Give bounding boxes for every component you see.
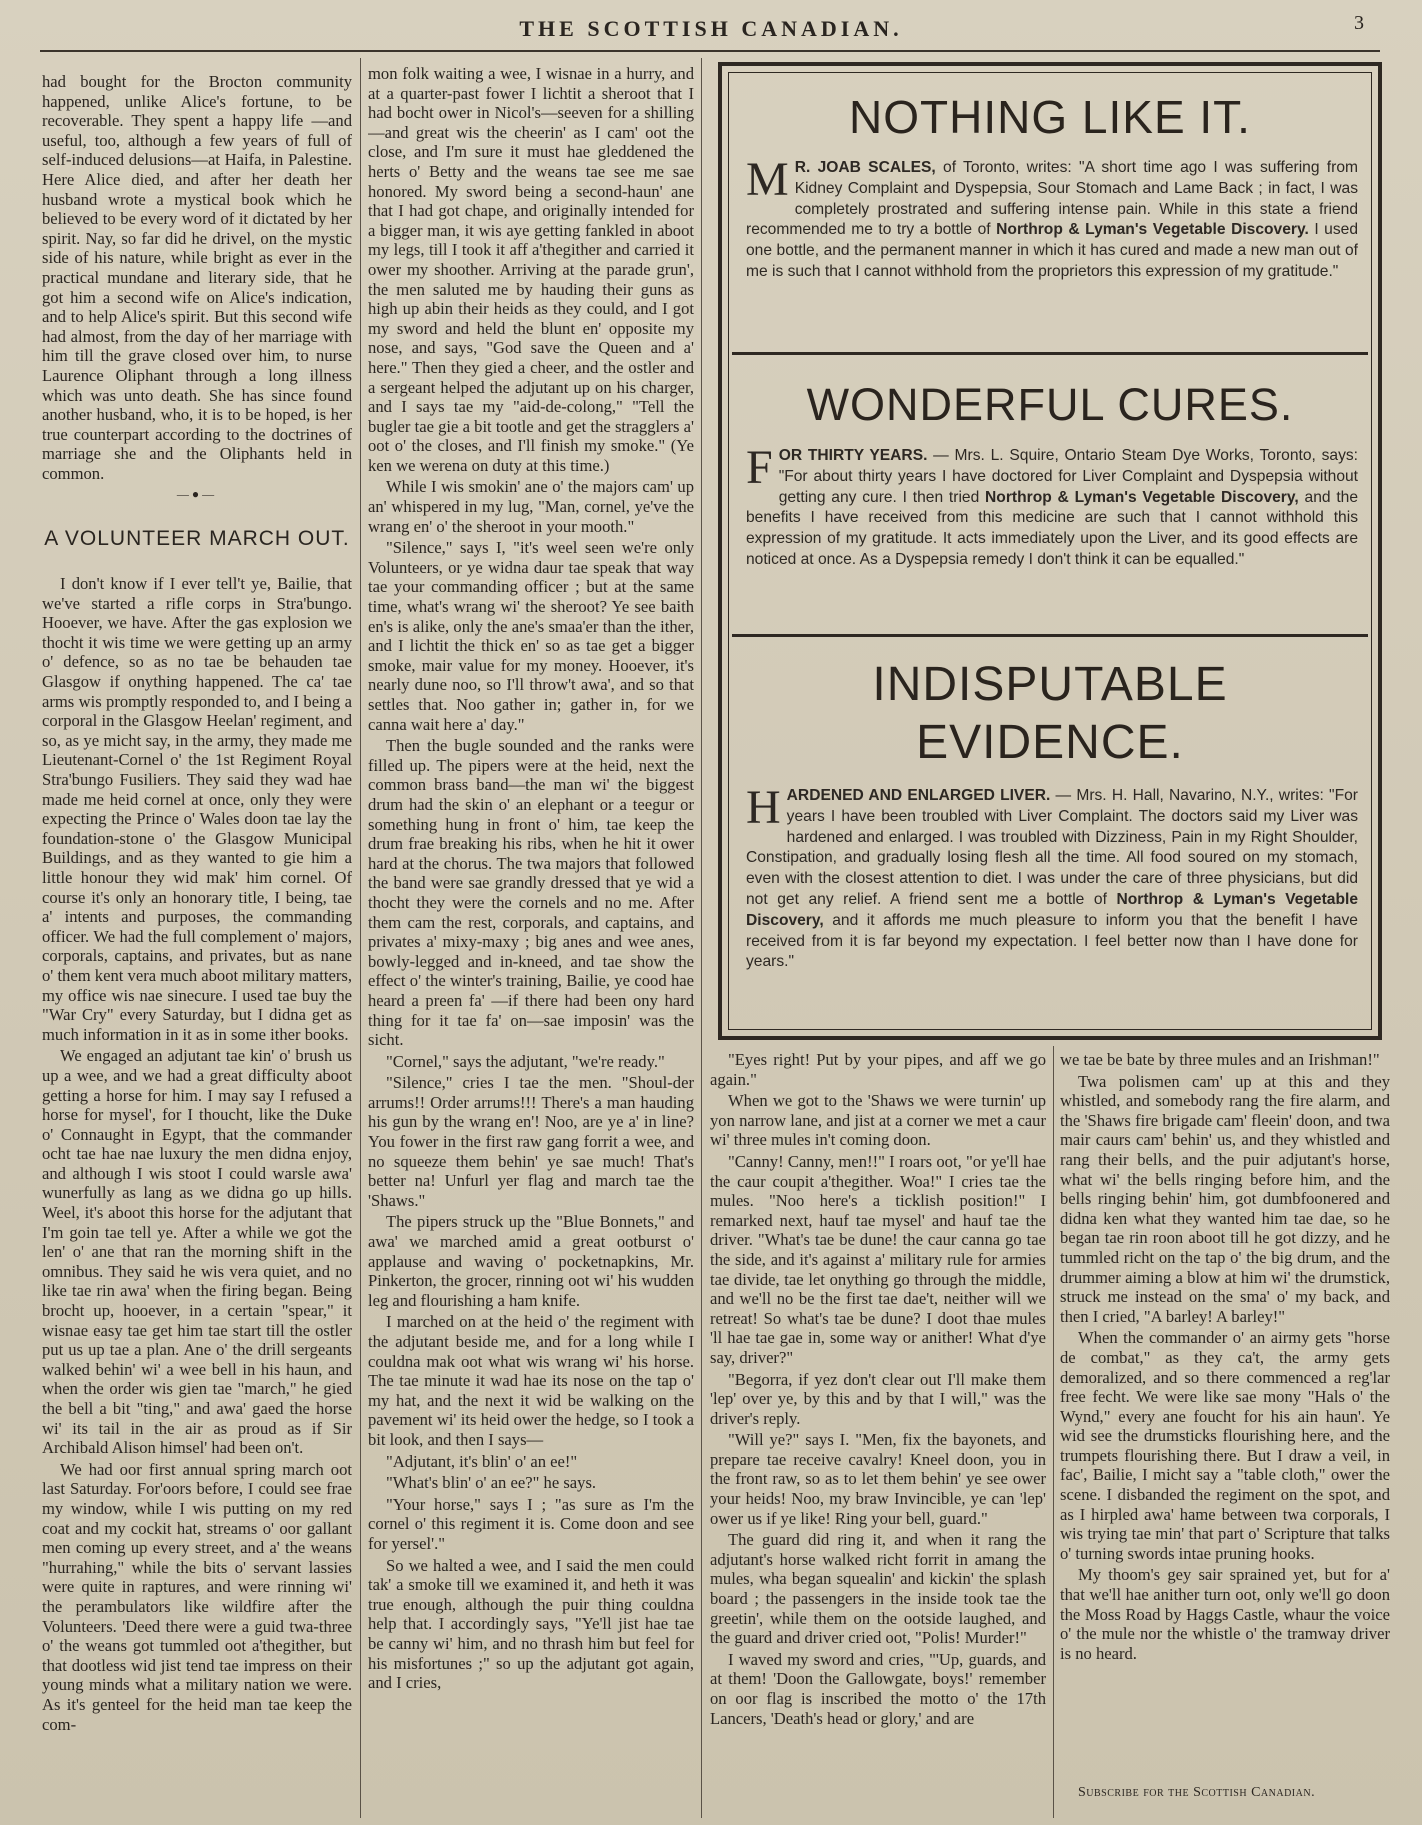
col2-paragraph: "Your horse," says I ; "as sure as I'm the cornel o' this regiment it is. Come doon and see for yersel'." — [368, 1494, 694, 1553]
ad-testimonial-1 — [746, 153, 1358, 283]
col3-paragraph: "Eyes right! Put by your pipes, and aff we go again." — [710, 1050, 1046, 1089]
col4-paragraph: we tae be bate by three mules and an Irishman!" — [1060, 1050, 1380, 1069]
col4-paragraph: When the commander o' an airmy gets "horse de combat," as they ca't, the army gets demoralized, and so there commenced a reg'lar free fecht. We were like sae mony "Hals o' the Wynd," every ane foucht for his ain haun'. Ye wid see the drumsticks flourishing here, and the trumpets flourishing there. But I draw a veil, in fac', Bailie, I micht say a "table cloth," ower the scene. I disbanded the regiment on the spot, and as I hirpled awa' hame between twa corporals, I wis trying tae min' that part o' Scripture that talks o' turning swords intae pruning hooks. — [1060, 1328, 1390, 1563]
ad-divider — [732, 634, 1368, 637]
testimonial-lead: ARDENED AND ENLARGED LIVER. — [786, 787, 1051, 804]
article-headline: A VOLUNTEER MARCH OUT. — [44, 527, 350, 551]
col2-paragraph: While I wis smokin' ane o' the majors cam' up an' whispered in my lug, "Man, cornel, ye've the wrang en' o' the sheroot in your mooth." — [368, 477, 694, 536]
col3-paragraph: The guard did ring it, and when it rang the adjutant's horse walked richt forrit in amang the mules, wha began squealin' and kickin' the splash board ; the passengers in the inside took tae the greetin', while them on the ootside laughed, and the guard and driver cried oot, "Polis! Murder!" — [710, 1530, 1046, 1648]
product-name: Northrop & Lyman's Vegetable Discovery. — [996, 221, 1309, 239]
col2-paragraph: So we halted a wee, and I said the men could tak' a smoke till we examined it, and heth it was true enough, although the puir thing couldna help that. I accordingly says, "Ye'll jist hae tae be canny wi' him, and no thrash him but feel for his misfortunes ;" so up the adjutant got again, and I cries, — [368, 1555, 694, 1693]
column-1 — [42, 72, 352, 1817]
testimonial-body: of Toronto, writes: "A short time ago I was suffering from Kidney Complaint and Dyspepsia, Sour Stomach and Lame Back ; in fact, I was completely prostrated and suffering intense pain. While in this state a friend recommended me to try a bottle of — [746, 159, 1358, 239]
ad-testimonial-3 — [746, 781, 1358, 973]
ad-headline-wonderful-cures: WONDERFUL CURES. — [806, 379, 1294, 430]
col2-paragraph: "Adjutant, it's blin' o' an ee!" — [386, 1451, 578, 1471]
column-divider — [701, 58, 702, 1818]
col2-paragraph: The pipers struck up the "Blue Bonnets," and awa' we marched amid a great ootburst o' applause and waving o' pocketnapkins, Mr. Pinkerton, the grocer, rinning oot wi' his wudden leg and flourishing a ham knife. — [368, 1212, 694, 1310]
col1-paragraph: We had oor first annual spring march oot last Saturday. For'oors before, I could see frae my window, while I wis putting on my red coat and my cockit hat, streams o' oor gallant men coming up every street, and a' the weans "hurrahing," while the bits o' servant lassies were quite in raptures, and were rinning wi' the perambulators like wildfire after the Volunteers. 'Deed there were a guid twa-three o' the weans got tummled oot a'thegither, but that dootless wid jist tend tae impress on their young minds what a military nation we were. As it's genteel for the heid man tae keep the com- — [42, 1459, 352, 1734]
col3-paragraph: "Will ye?" says I. "Men, fix the bayonets, and prepare tae receive cavalry! Kneel doon, you in the front raw, so as to let them behin' ye see ower your heids! Noo, my braw Invincible, ye can 'lep' ower us if ye like! Ring your bell, guard." — [710, 1430, 1046, 1528]
ad-headline-nothing-like-it: NOTHING LIKE IT. — [849, 91, 1251, 143]
col3-paragraph: When we got to the 'Shaws we were turnin' up yon narrow lane, and jist at a corner we met a caur wi' three mules in't coming doon. — [710, 1091, 1046, 1150]
ad-divider — [732, 352, 1368, 355]
column-divider — [360, 58, 361, 1818]
col2-paragraph: I marched on at the heid o' the regiment with the adjutant beside me, and for a long while I couldna mak oot what wis wrang wi' his horse. The tae minute it wad hae its nose on the tap o' my hat, and the next it wid be walking on the pavement wi' its heid ower the hedge, so I took a bit look, and then I says— — [368, 1312, 694, 1449]
col3-paragraph: "Begorra, if yez don't clear out I'll make them 'lep' over ye, by this and by that I will," was the driver's reply. — [710, 1369, 1046, 1428]
column-2 — [368, 64, 694, 1817]
column-divider — [1053, 1046, 1054, 1818]
column-3 — [710, 1050, 1046, 1820]
testimonial-body: — Mrs. H. Hall, Navarino, N.Y., writes: "For years I have been troubled with Liver Complaint. The doctors said my Liver was hardened and enlarged. I was troubled with Dizziness, Pain in my Right Shoulder, Constipation, and gradually losing flesh all the time. All food soured on my stomach, even with the closest attention to diet. I was under the care of three physicians, but did not get any relief. A friend sent me a bottle of — [746, 787, 1358, 908]
col1-intro: had bought for the Brocton community happened, unlike Alice's fortune, to be recoverable. They spent a happy life —and useful, too, although a few years of full of self-induced delusions—at Haifa, in Palestine. Here Alice died, and after her death her husband wrote a mystical book which he believed to be every word of it dictated by her spirit. Nay, so far did he drivel, on the mystic side of his nature, while bright as ever in the practical mundane and literary side, that he got him a second wife on Alice's indication, and to help Alice's spirit. But this second wife had almost, from the day of her marriage with him till the grave closed over him, to nurse Laurence Oliphant through a long illness which was unto death. She has since found another husband, who, it is to be hoped, is her true counterpart according to the doctrines of marriage she and the Oliphants held in common. — [42, 72, 352, 483]
testimonial-body: — Mrs. L. Squire, Ontario Steam Dye Works, Toronto, says: "For about thirty years I have doctored for Liver Complaint and Dyspepsia without getting any cure. I then tried — [778, 447, 1358, 506]
dropcap-letter: F — [746, 441, 773, 494]
col2-paragraph: "Silence," cries I tae the men. "Shoul-der arrums!! Order arrums!!! There's a man hauding his gun by the wrang en'! Noo, are ye a' in line? You fower in the first raw gang forrit a wee, and no squeeze them behin' ye sae much! That's better na! Unfurl yer flag and march tae the 'Shaws." — [368, 1073, 694, 1210]
col2-paragraph: mon folk waiting a wee, I wisnae in a hurry, and at a quarter-past fower I lichtit a sheroot that I had bocht ower in Nicol's—seeven for a shilling—and great wis the cheerin' as I cam' oot the close, and I'm sure it must hae gleddened the herts o' Betty and the weans tae see me sae honored. My sword being a second-haun' ane that I had got chape, and originally intended for a bigger man, it wis aye getting fankled in aboot my legs, till I took it aff a'thegither and carried it ower my shoother. Arriving at the parade grun', the men saluted me by hauding their guns as high up abin their heids as they could, and I got my sword and held the blunt en' opposite my nose, and says, "God save the Queen and a' here." Then they gied a cheer, and the ostler and a sergeant helped the adjutant up on his charger, and I says tae my "aid-de-colong," "Tell the bugler tae gie a bit tootle and get the stragglers a' oot o' the closes, and I'll finish my smoke." (Ye ken we werena on duty at this time.) — [368, 64, 694, 475]
col1-paragraph: We engaged an adjutant tae kin' o' brush us up a wee, and we had a great difficulty aboot getting a horse for him. I may say I refused a horse for mysel', for I thoucht, like the Duke o' Connaught in Egypt, that the commander ocht tae hae nae luxury the men didna enjoy, and although I wis stoot I could warsle awa' wunerfully as lang as we didna go up hills. Weel, it's aboot this horse for the adjutant that I'm goin tae tell ye. After a while we got the len' o' ane that ran the morning shift in the omnibus. They said he wis vera quiet, and no like tae rin awa' when the firing began. Being brocht up, hooever, in a certain "spear," it wisnae easy tae get him tae start till the ostler put us up tae a plan. Ane o' the drill sergeants walked behin' wi' a wee bell in his haun, and when the order wis gien tae "march," he gied the bell a bit "ting," and awa' gaed the horse wi' its tail in the air as proud as if Sir Archibald Alison himsel' had been on't. — [42, 1046, 352, 1458]
testimonial-lead: R. JOAB SCALES, — [794, 159, 936, 176]
dropcap-letter: M — [746, 153, 789, 206]
page-number: 3 — [1354, 12, 1364, 34]
testimonial-lead: OR THIRTY YEARS. — [778, 447, 928, 464]
col3-paragraph: "Canny! Canny, men!!" I roars oot, "or ye'll hae the caur coupit a'thegither. Woa!" I cries tae the mules. "Noo here's a ticklish position!" I remarked next, hauf tae mysel' and hauf tae the driver. "What's tae be dune! the caur canna go tae the side, and it's against a' military rule for armies tae divide, tae let onything go through the middle, and we'll no be the first tae dae't, neither will we retreat! So what's tae be dune? I doot thae mules 'll hae tae gae in, some way or anither! What d'ye say, driver?" — [710, 1151, 1046, 1367]
testimonial-body: and it affords me much pleasure to inform you that the benefit I have received from it is far beyond my expectation. I feel better now than I have done for years." — [746, 911, 1358, 971]
col1-paragraph: I don't know if I ever tell't ye, Bailie, that we've started a rifle corps in Stra'bungo. Hooever, we have. After the gas explosion we thocht it wis time we were getting up an army o' defence, so as no tae be behauden tae Glasgow if onything happened. The ca' tae arms wis promptly responded to, and I being a corporal in the Glasgow Heelan' regiment, and so, as ye micht say, in the army, they made me Lieutenant-Cornel o' the 1st Regiment Royal Stra'bungo Fusiliers. They said they wad hae made me heid cornel at once, only they were expecting the Prince o' Wales doon tae lay the foundation-stone o' the Glasgow Municipal Buildings, and as they wanted to gie him a little honour they wid mak' him cornel. Of course it's only an honorary title, I being, tae a' intents and purposes, the commanding officer. We had the full complement o' majors, corporals, captains, and privates, but as nane o' them kent vera much aboot military matters, my office wis nae sinecure. I used tae buy the "War Cry" every Saturday, but I didna get as much information in it as in some ither books. — [42, 574, 352, 1044]
subscribe-notice: Subscribe for the Scottish Canadian. — [1078, 1785, 1316, 1800]
testimonial-body: I used one bottle, and the permanent manner in which it has cured and made a new man out of me is such that I cannot withhold from the proprietors this expression of my gratitude." — [746, 221, 1358, 280]
dropcap-letter: H — [746, 781, 781, 834]
ad-testimonial-2 — [746, 441, 1358, 571]
advertisement-box — [718, 62, 1382, 1040]
section-ornament: —●— — [176, 487, 218, 502]
product-name: Northrop & Lyman's Vegetable Discovery, — [746, 890, 1358, 929]
col4-paragraph: My thoom's gey sair sprained yet, but for a' that we'll hae anither turn oot, only we'll go doon the Moss Road by Haggs Castle, whaur the voice o' the mule nor the whistle o' the tramway driver is no heard. — [1060, 1565, 1390, 1663]
col2-paragraph: "Silence," says I, "it's weel seen we're only Volunteers, or ye widna daur tae speak that way tae your commanding officer ; but at the same time, what's wrang wi' the sheroot? Ye see baith en's is alike, only the ane's smaa'er than the ither, and I lichtit the thick en' so as tae get a bigger smoke, mair value for my money. Hooever, it's nearly dune noo, so I'll throw't awa', and so that settles that. Noo gather in; gather in, for we canna wait here a' day." — [368, 538, 694, 734]
ad-headline-evidence: EVIDENCE. — [916, 716, 1184, 769]
testimonial-body: and the benefits I have received from this medicine are such that I cannot withhold this expression of my gratitude. It acts immediately upon the Liver, and its good effects are noticed at once. As a Dyspepsia remedy I don't think it can be equalled." — [746, 488, 1358, 568]
col2-paragraph: Then the bugle sounded and the ranks were filled up. The pipers were at the heid, next the common brass band—the man wi' the biggest drum had the skin o' an elephant or a teegur or something hung in front o' him, tae keep the drum frae breaking his ribs, when he hit it ower hard at the chorus. The twa majors that followed the band were sae grandly dressed that ye wid a thocht they were the cornels and no me. After them cam the rest, corporals, and captains, and privates a' mixy-maxy ; big anes and wee anes, bowly-legged and in-kneed, and tae show the effect o' the winter's training, Bailie, ye cood hae heard a preen fa' —if there had been ony hard thing for it tae fa' on—sae imposin' was the sicht. — [368, 736, 694, 1050]
col2-paragraph: "Cornel," says the adjutant, "we're ready." — [386, 1051, 665, 1071]
col2-paragraph: "What's blin' o' an ee?" he says. — [386, 1473, 597, 1493]
newspaper-title: THE SCOTTISH CANADIAN. — [519, 16, 903, 41]
product-name: Northrop & Lyman's Vegetable Discovery, — [985, 488, 1299, 506]
ad-headline-indisputable: INDISPUTABLE — [872, 658, 1228, 711]
col4-paragraph: Twa polismen cam' up at this and they whistled, and somebody rang the fire alarm, and the 'Shaws fire brigade cam' fleein' doon, and twa mair caurs cam' behin' us, and they whistled and rang their bells, and the puir adjutant's horse, what wi' the bells ringing before him, and the bells ringing behin' him, got dumbfoonered and didna ken what they wanted him tae dae, so he began tae rin roon aboot till he got dizzy, and he tummled richt on the tap o' the big drum, and the drummer aiming a blow at him wi' the drumstick, struck me instead on the sma' o' my back, and then I cried, "A barley! A barley!" — [1060, 1071, 1390, 1326]
masthead-rule — [40, 50, 1380, 52]
masthead — [0, 8, 1422, 48]
col3-paragraph: I waved my sword and cries, "'Up, guards, and at them! 'Doon the Gallowgate, boys!' remember on oor flag is inscribed the motto o' the 17th Lancers, 'Death's head or glory,' and are — [710, 1649, 1046, 1728]
column-4 — [1060, 1050, 1390, 1775]
